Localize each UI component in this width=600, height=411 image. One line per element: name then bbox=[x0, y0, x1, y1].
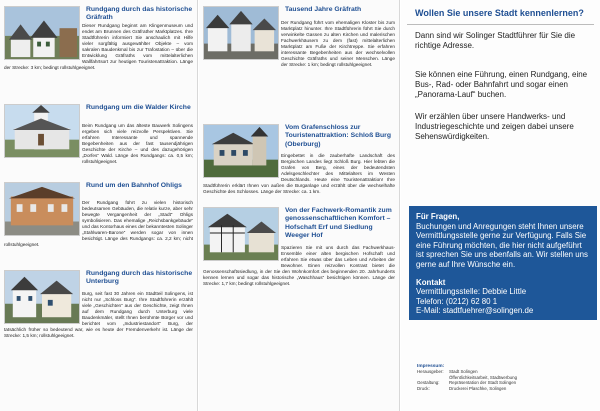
tour-title: Rund um den Bahnhof Ohligs bbox=[86, 182, 182, 189]
photo-graefrath-market bbox=[203, 6, 279, 60]
contact-person: Vermittlungsstelle: Debbie Little bbox=[416, 287, 527, 297]
tour-graefrath-historic bbox=[4, 6, 193, 71]
questions-text: Buchungen und Anregungen steht Ihnen unsere Vermittlungsstelle gerne zur Verfügung. Falls Sie eine Führung möchten, die hier nicht aufgeführt ist sprechen Sie uns ebenfalls an. Wir stellen uns gerne auf Ihre Wünsche ein. bbox=[416, 221, 588, 269]
tour-bahnhof-ohligs bbox=[4, 182, 193, 248]
imprint-row: Öffentlichkeitsarbeit, Stadtwerbung bbox=[449, 374, 518, 380]
imprint bbox=[417, 364, 593, 391]
page-headline: Wollen Sie unsere Stadt kennenlernen? bbox=[415, 8, 584, 18]
photo-graefrath-houses bbox=[4, 6, 80, 60]
tour-description: Dieser Rundgang beginnt am Klingenmuseum und endet am Brunnen des Gräfrather Marktplatzes. Ihre Stadtführerin informiert Sie anschaulich mit Hilfe vieler sorgfältig ausgewählter Objekte – vom sakralen Baudenkmal bis zur Trafostation – über die Entwicklung Gräfraths vom mittelalterlichen Wallfahrtsort zur heutigen Touristenattraktion. Länge der Strecke: 3 km; bedingt rollstuhlgeeignet. bbox=[4, 23, 193, 70]
imprint-row: Druck: Druckerei Plaschke, Solingen bbox=[417, 385, 507, 391]
brochure-panel-left bbox=[0, 0, 198, 411]
tour-description: Beim Rundgang um das älteste Bauwerk Solingens ergeben sich viele reizvolle Perspektiven. Sie erfahren Interessante und spannende Begebenheiten aus der fast tausendjährigen Geschichte der Kirche – und des dazugehörigen „Dorfes“ Wald. Länge des Rundgangs: ca. 0,5 km; rollstuhlgeeignet. bbox=[82, 123, 193, 164]
tour-description: Eingebettet in die zauberhafte Landschaft des Bergischen Landes liegt Schloß Burg. Hier lebten die Grafen von Berg, eines der bedeutendsten Adelsgeschlechter des Mittelalters im Westen Deutschlands. Heute eine Touristenattraktion! Ihre Stadtführerin erklärt Ihnen von außen die Burganlage und erzählt über die wechselhafte Geschichte des Schlosses. Länge der Strecke: ca. 1 km. bbox=[203, 153, 395, 194]
tour-description: Der Rundgang führt zu vielen historisch bedeutsamen Gebäuden, die relativ kurze, aber sehr bewegte Vergangenheit der „Stadt“ Ohligs symbolisieren. Das ehemalige „Reichsbankgebäude“ und das Kontorhaus eines der bekanntesten Solinger „Stahlwaren-Barone“ werden sogar von innen besichtigt. Länge des Rundgangs: ca. 2,2 km; nicht rollstuhlgeeignet. bbox=[4, 200, 193, 247]
photo-bahnhof-ohligs bbox=[4, 182, 80, 236]
tour-hofschaft-erf bbox=[203, 207, 395, 287]
tour-schloss-burg bbox=[203, 124, 395, 195]
tour-unterburg bbox=[4, 270, 193, 339]
contact-phone[interactable]: Telefon: (0212) 62 80 1 bbox=[416, 296, 498, 306]
tour-title: Von der Fachwerk-Romantik zum genossenschaftlichen Komfort – Hofschaft Erf und Siedlung Weeger Hof bbox=[285, 207, 392, 240]
tour-description: Der Rundgang führt vom ehemaligen Kloster bis zum Marktplatz hinunter. Ihre Stadtführerin führt Sie durch verwinkelte Gassen zu alten Kirchen und malerischen Fachwerkhäusern zu dem (fast) mittelalterlichen Marktplatz am Fuße der Kirchtreppe. Sie erfahren interessante Begebenheiten aus der wechselvollen Geschichte Gräfraths und seiner Menschen. Länge der Strecke: 1 km; bedingt rollstuhlgeeignet. bbox=[281, 20, 395, 67]
contact-heading: Kontakt bbox=[416, 277, 446, 287]
tour-title: Rundgang durch das historische Unterburg bbox=[86, 270, 193, 286]
photo-schloss-burg bbox=[203, 124, 279, 178]
tour-title: Tausend Jahre Gräfrath bbox=[285, 6, 362, 13]
photo-walder-kirche bbox=[4, 104, 80, 158]
tour-title: Vom Grafenschloss zur Touristenattraktion: Schloß Burg (Oberburg) bbox=[285, 124, 391, 148]
intro-paragraph-1: Dann sind wir Solinger Stadtführer für Sie die richtige Adresse. bbox=[415, 31, 576, 50]
tour-tausend-jahre bbox=[203, 6, 395, 68]
questions-heading: Für Fragen, bbox=[416, 212, 460, 221]
brochure-panel-middle bbox=[199, 0, 400, 411]
intro-paragraph-3: Wir erzählen über unsere Handwerks- und Industriegeschichte und zeigen dabei unsere Sehenswürdigkeiten. bbox=[415, 112, 574, 141]
divider bbox=[407, 24, 594, 25]
imprint-heading: Impressum: bbox=[417, 364, 445, 369]
tour-description: Spazieren Sie mit uns durch das Fachwerkhaus-Ensemble einer alten bergischen Hofschaft und erfahren Sie etwas über das Leben und Arbeiten der Bewohner. Einen reizvollen Kontrast bietet die Genossenschaftssiedlung, in der Sie den Wohnkomfort des beginnenden 20. Jahrhunderts kennen lernen und sogar das historische „Waschhaus“ besichtigen können. Länge der Strecke: 1,7 km; bedingt rollstuhlgeeignet. bbox=[203, 245, 395, 286]
tour-description: Burg, seit fast 30 Jahren ein Stadtteil Solingens, ist nicht nur „Schloss Burg“. Ihre Stadtführerin erzählt viele „Geschichten“ aus der Geschichte, zeigt Ihnen auf dem Rundgang durch Unterburg viele Baudenkmäler, stellt Ihnen berühmte Bürger vor und berichtet vom „Industriestandort“ Burg, der tatsächlich früher so bedeutend war, wie es heute der Fremdenverkehr ist. Länge der Strecke: 1,5 km; rollstuhlgeeignet. bbox=[4, 291, 193, 338]
photo-hofschaft-erf bbox=[203, 207, 279, 261]
imprint-row: Gestaltung: Repräsentation der Stadt Solingen bbox=[417, 380, 517, 386]
tour-title: Rundgang durch das historische Gräfrath bbox=[86, 6, 193, 22]
intro-paragraph-2: Sie können eine Führung, einen Rundgang, eine Bus-, Rad- oder Bahnfahrt und sogar einen „Panorama-Lauf“ buchen. bbox=[415, 70, 588, 99]
contact-box bbox=[409, 206, 597, 320]
imprint-row: Herausgeber: Stadt Solingen bbox=[417, 369, 478, 375]
photo-unterburg bbox=[4, 270, 80, 324]
contact-email[interactable]: E-Mail: stadtfuehrer@solingen.de bbox=[416, 306, 534, 316]
tour-title: Rundgang um die Walder Kirche bbox=[86, 104, 191, 111]
tour-walder-kirche bbox=[4, 104, 193, 165]
brochure-panel-right bbox=[401, 0, 600, 411]
